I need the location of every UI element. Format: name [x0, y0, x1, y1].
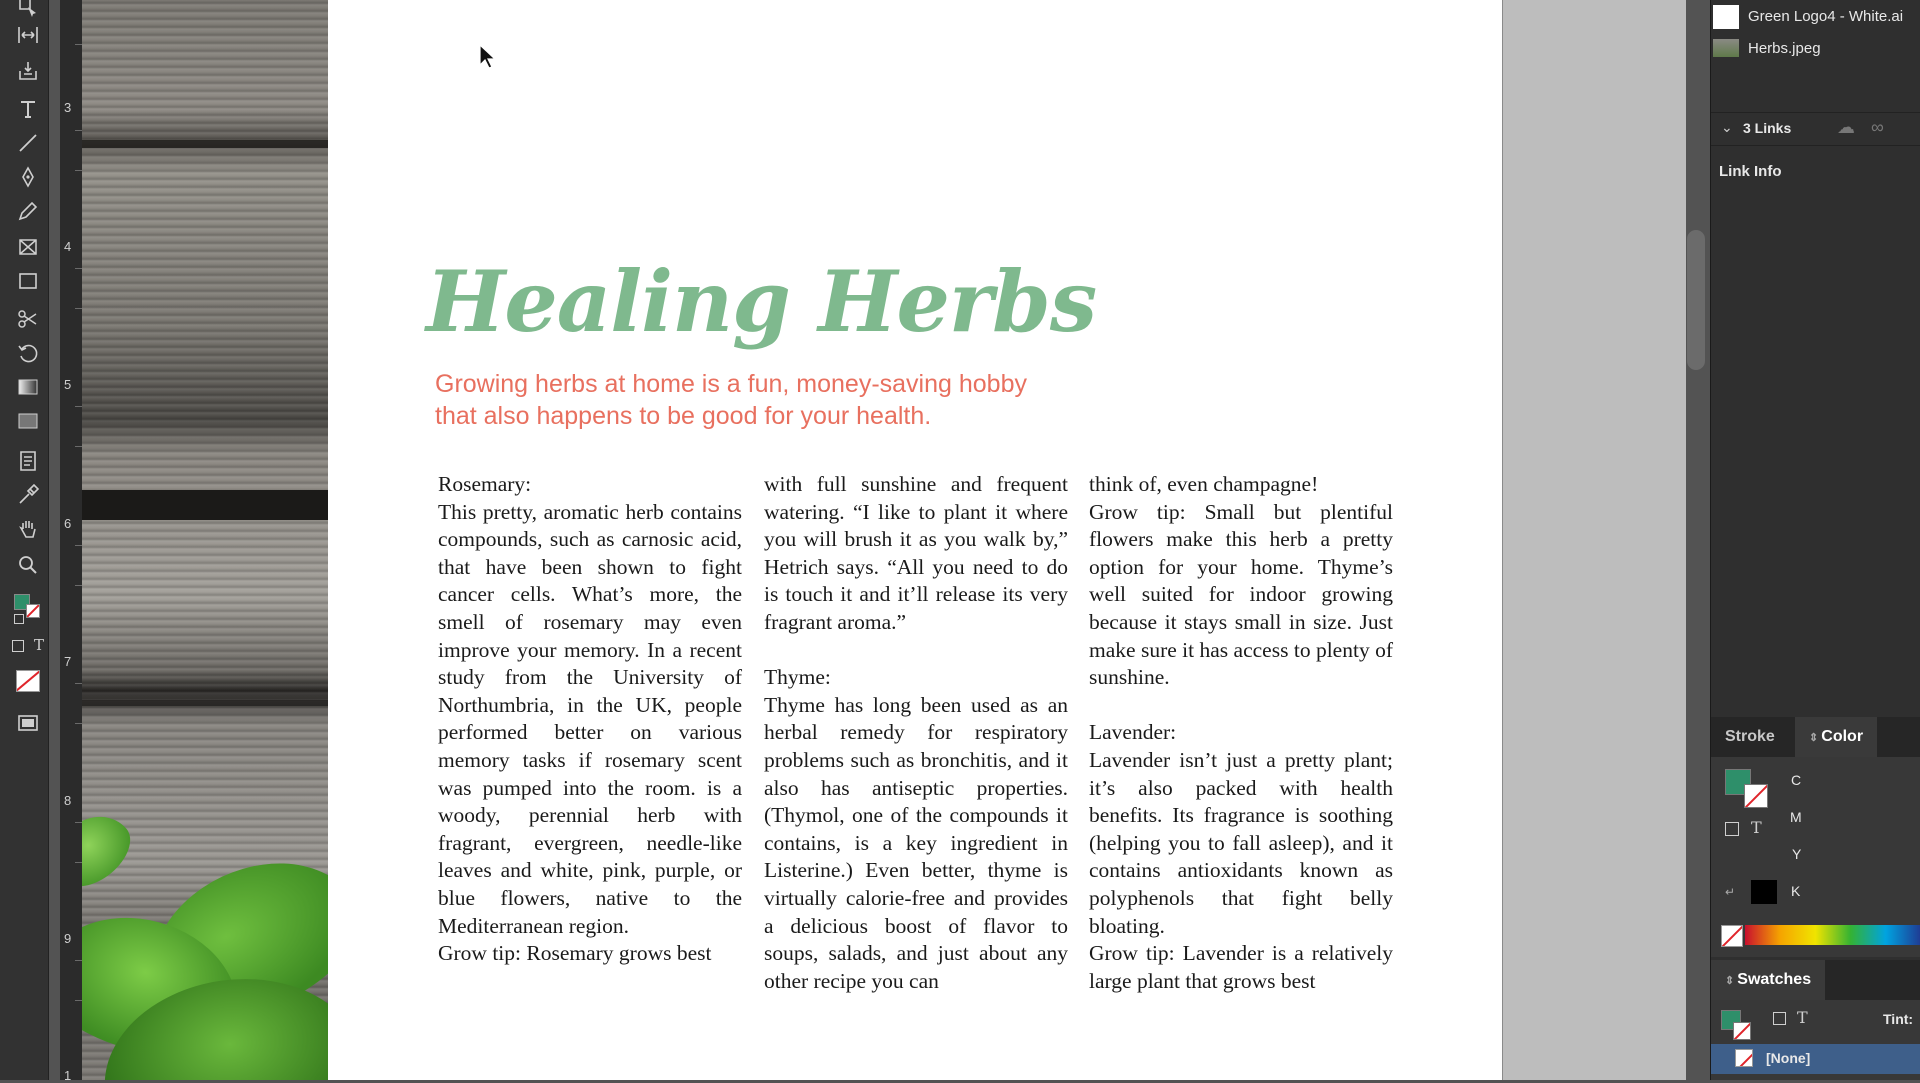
pencil-tool-icon[interactable] [14, 198, 42, 224]
stroke-swatch[interactable] [1744, 784, 1768, 808]
section-heading: Thyme: [764, 665, 831, 690]
ruler-mark: 7 [64, 654, 72, 669]
hand-tool-icon[interactable] [14, 516, 42, 542]
zoom-tool-icon[interactable] [14, 552, 42, 578]
note-tool-icon[interactable] [14, 448, 42, 474]
article-subtitle[interactable]: Growing herbs at home is a fun, money-saving hobby that also happens to be good for your health. [435, 370, 1027, 430]
mouse-cursor-icon [478, 43, 498, 74]
text-column-2[interactable] [764, 471, 1068, 995]
content-collector-icon[interactable] [14, 58, 42, 84]
ruler-mark: 4 [64, 239, 72, 254]
section-heading: Lavender: [1089, 720, 1177, 745]
link-item-logo[interactable] [1711, 2, 1920, 32]
line-tool-icon[interactable] [14, 130, 42, 156]
formatting-text-icon[interactable]: T [1751, 818, 1762, 837]
tab-stroke[interactable]: Stroke [1725, 728, 1775, 745]
relink-icon[interactable]: ∞ [1871, 117, 1884, 137]
formatting-container-icon[interactable] [1725, 822, 1739, 836]
fill-stroke-mini-icon[interactable] [12, 590, 46, 624]
rectangle-frame-tool-icon[interactable] [14, 234, 42, 260]
page-tool-icon[interactable] [14, 0, 42, 20]
screen-mode-icon[interactable] [14, 710, 42, 736]
color-panel-tabs [1711, 717, 1920, 757]
gradient-swatch-tool-icon[interactable] [14, 374, 42, 400]
type-tool-icon[interactable] [14, 96, 42, 122]
text-column-3[interactable] [1089, 471, 1393, 995]
link-name: Green Logo4 - White.ai [1748, 8, 1904, 25]
none-swatch-icon [1735, 1049, 1753, 1067]
gap-tool-icon[interactable] [14, 22, 42, 48]
chevron-down-icon[interactable]: ⌄ [1721, 119, 1733, 135]
vertical-ruler [60, 0, 83, 1083]
rectangle-tool-icon[interactable] [14, 268, 42, 294]
eyedropper-tool-icon[interactable] [14, 482, 42, 508]
default-colors-icon[interactable]: ↵ [1725, 885, 1736, 899]
swatches-panel [1711, 1000, 1920, 1080]
none-color-icon[interactable] [1721, 925, 1743, 947]
cloud-link-icon[interactable]: ☁ [1837, 117, 1855, 137]
link-info-label[interactable]: Link Info [1719, 163, 1782, 180]
tab-swatches-label: Swatches [1737, 971, 1812, 988]
vertical-scrollbar[interactable] [1686, 0, 1710, 1080]
apply-none-icon[interactable] [14, 668, 42, 694]
body-paragraph: Thyme has long been used as an herbal remedy for respiratory problems such as bronchitis, and it also has antiseptic properties. (Thymol, one of the compounds it contains, is a key ingredient in Listerine.) Even better, thyme is virtually calorie-free and provides a delicious boost of flavor to soups, salads, and just about any other recipe you can [764, 692, 1068, 993]
channel-label: K [1791, 883, 1801, 899]
link-name: Herbs.jpeg [1748, 40, 1821, 57]
tab-color-label: Color [1821, 728, 1864, 745]
body-paragraph: Grow tip: Lavender is a relatively large plant that grows best [1089, 941, 1393, 993]
rotate-tool-icon[interactable] [14, 340, 42, 366]
formatting-container-icon[interactable] [12, 640, 24, 652]
body-paragraph: This pretty, aromatic herb contains compounds, such as carnosic acid, that have been shown to fight cancer cells. What’s more, the smell of rosemary may even improve your memory. In a recent study from the University of Northumbria, in the UK, people performed better on various memory tasks if rosemary scent was pumped into the room. is a woody, perennial herb with fragrant, evergreen, needle-like leaves and white, pink, purple, or blue flowers, native to the Mediterranean region. [438, 499, 742, 938]
ruler-mark: 6 [64, 516, 72, 531]
tab-arrows-icon: ⇕ [1725, 975, 1738, 987]
file-thumbnail-icon [1713, 5, 1739, 29]
tab-color[interactable] [1795, 717, 1877, 757]
stroke-swatch[interactable] [1733, 1022, 1751, 1040]
ruler-mark: 1 [64, 1068, 72, 1083]
link-item-herbs[interactable] [1711, 34, 1920, 64]
tools-panel [0, 0, 49, 1080]
formatting-container-icon[interactable] [1773, 1012, 1786, 1025]
channel-label: C [1791, 772, 1802, 788]
body-paragraph: think of, even champagne! [1089, 472, 1319, 496]
ruler-mark: 5 [64, 377, 72, 392]
section-heading: Rosemary: [438, 472, 532, 496]
herbs-photo[interactable] [82, 0, 328, 1080]
ruler-mark: 8 [64, 793, 72, 808]
color-spectrum[interactable] [1745, 925, 1920, 945]
tab-arrows-icon: ⇕ [1809, 732, 1822, 744]
formatting-text-icon[interactable]: T [34, 636, 45, 654]
channel-label: M [1790, 809, 1802, 825]
scissors-tool-icon[interactable] [14, 306, 42, 332]
tab-swatches[interactable] [1711, 960, 1825, 1000]
ruler-mark: 3 [64, 100, 72, 115]
right-panels [1710, 0, 1920, 1080]
pen-tool-icon[interactable] [14, 164, 42, 190]
body-paragraph: with full sunshine and frequent watering. “I like to plant it where you will brush it as you walk by,” Hetrich says. “All you need to do is touch it and it’ll release its very fragrant aroma.” [764, 472, 1068, 634]
ruler-mark: 9 [64, 931, 72, 946]
body-paragraph: Grow tip: Small but plentiful flowers make this herb a pretty option for your home. Thyme’s well suited for indoor growing because it stays small in size. Just make sure it has access to plenty of sunshine. [1089, 499, 1393, 690]
formatting-text-icon[interactable]: T [1797, 1008, 1808, 1027]
text-column-1[interactable] [438, 471, 742, 968]
swatches-panel-tabs [1711, 960, 1920, 1000]
black-swatch[interactable] [1751, 880, 1777, 904]
body-paragraph: Grow tip: Rosemary grows best [438, 941, 712, 966]
tint-label: Tint: [1883, 1011, 1914, 1027]
swatch-row-none[interactable] [1711, 1044, 1920, 1074]
color-panel [1711, 757, 1920, 957]
pasteboard [1502, 0, 1687, 1080]
image-thumbnail-icon [1713, 39, 1739, 57]
links-count: 3 Links [1743, 120, 1792, 136]
body-paragraph: Lavender isn’t just a pretty plant; it’s also packed with health benefits. Its fragrance is soothing (helping you to fall asleep), and it contains antioxidants known as polyphenols that fight belly bloating. [1089, 747, 1393, 938]
channel-label: Y [1792, 846, 1802, 862]
swatch-name: [None] [1766, 1050, 1811, 1066]
article-title[interactable]: Healing Herbs [426, 252, 1097, 351]
links-footer [1711, 112, 1920, 146]
gradient-feather-tool-icon[interactable] [14, 408, 42, 434]
scrollbar-thumb[interactable] [1687, 230, 1705, 370]
